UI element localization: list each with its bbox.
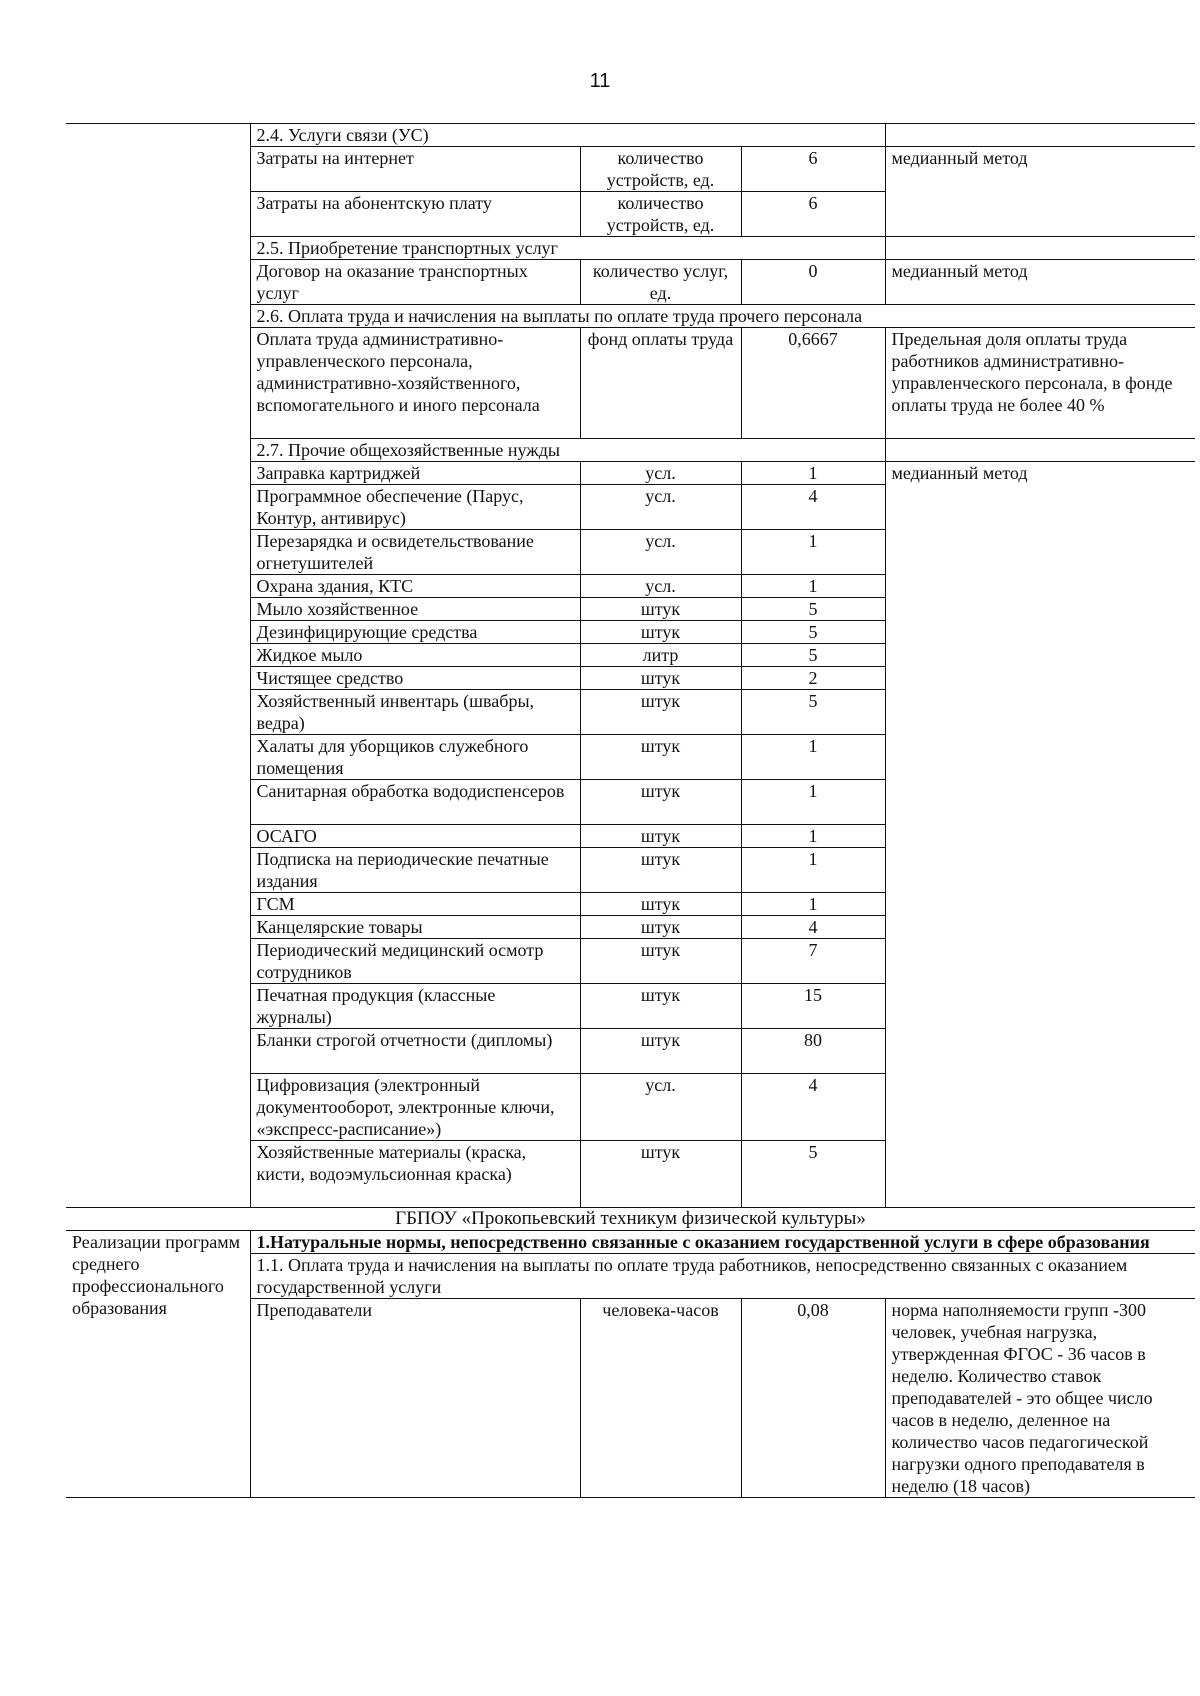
row-value: 1	[741, 780, 885, 825]
row-unit: литр	[580, 644, 741, 667]
row-value: 5	[741, 598, 885, 621]
section-1-row	[66, 1231, 1195, 1254]
row-value: 5	[741, 1141, 885, 1208]
row-name: Подписка на периодические печатные издания	[250, 848, 580, 893]
row-unit: штук	[580, 780, 741, 825]
row-name: Оплата труда административно-управленческого персонала, административно-хозяйственного, вспомогательного и иного персонала	[250, 328, 580, 439]
row-name: Хозяйственный инвентарь (швабры, ведра)	[250, 690, 580, 735]
section-title-end	[885, 124, 1195, 147]
section-title-end	[885, 439, 1195, 462]
row-value: 0,08	[741, 1299, 885, 1498]
row-name: Печатная продукция (классные журналы)	[250, 984, 580, 1029]
row-name: Перезарядка и освидетельствование огнетушителей	[250, 530, 580, 575]
institution-title-row	[66, 1208, 1195, 1231]
row-unit: штук	[580, 598, 741, 621]
row-unit: штук	[580, 735, 741, 780]
row-unit: штук	[580, 939, 741, 984]
row-unit: усл.	[580, 575, 741, 598]
row-name: Договор на оказание транспортных услуг	[250, 260, 580, 305]
row-value: 1	[741, 462, 885, 485]
row-name: ГСМ	[250, 893, 580, 916]
row-value: 6	[741, 147, 885, 192]
row-unit: штук	[580, 984, 741, 1029]
row-unit: штук	[580, 1141, 741, 1208]
row-value: 5	[741, 690, 885, 735]
row-note: медианный метод	[885, 260, 1195, 305]
section-header-2-4	[66, 124, 1195, 147]
row-value: 0,6667	[741, 328, 885, 439]
row-value: 4	[741, 485, 885, 530]
row-value: 4	[741, 1074, 885, 1141]
row-name: Санитарная обработка вододиспенсеров	[250, 780, 580, 825]
row-note: Предельная доля оплаты труда работников административно-управленческого персонала, в фонде оплаты труда не более 40 %	[885, 328, 1195, 439]
row-unit: штук	[580, 916, 741, 939]
row-value: 1	[741, 530, 885, 575]
row-value: 1	[741, 893, 885, 916]
row-name: Мыло хозяйственное	[250, 598, 580, 621]
row-unit: штук	[580, 825, 741, 848]
row-unit: штук	[580, 1029, 741, 1074]
section-title: 2.5. Приобретение транспортных услуг	[250, 237, 885, 260]
row-unit: усл.	[580, 530, 741, 575]
row-value: 6	[741, 192, 885, 237]
row-name: Затраты на абонентскую плату	[250, 192, 580, 237]
left-blank-cell	[66, 124, 250, 1208]
row-value: 5	[741, 644, 885, 667]
row-name: Бланки строгой отчетности (дипломы)	[250, 1029, 580, 1074]
section-title-end	[885, 237, 1195, 260]
row-value: 4	[741, 916, 885, 939]
row-value: 2	[741, 667, 885, 690]
row-unit: усл.	[580, 485, 741, 530]
page-number: 11	[589, 70, 611, 92]
row-note: медианный метод	[885, 147, 1195, 237]
row-unit: человека-часов	[580, 1299, 741, 1498]
row-unit: штук	[580, 690, 741, 735]
row-unit: усл.	[580, 1074, 741, 1141]
row-name: Хозяйственные материалы (краска, кисти, водоэмульсионная краска)	[250, 1141, 580, 1208]
row-unit: количество устройств, ед.	[580, 147, 741, 192]
row-unit: штук	[580, 621, 741, 644]
row-value: 7	[741, 939, 885, 984]
row-value: 1	[741, 825, 885, 848]
row-value: 1	[741, 575, 885, 598]
row-value: 1	[741, 735, 885, 780]
row-value: 0	[741, 260, 885, 305]
row-unit: количество устройств, ед.	[580, 192, 741, 237]
service-name: Реализации программ среднего профессионального образования	[66, 1231, 250, 1498]
row-name: ОСАГО	[250, 825, 580, 848]
institution-title: ГБПОУ «Прокопьевский техникум физической культуры»	[66, 1208, 1195, 1231]
section-title: 2.7. Прочие общехозяйственные нужды	[250, 439, 885, 462]
row-name: Халаты для уборщиков служебного помещения	[250, 735, 580, 780]
row-value: 80	[741, 1029, 885, 1074]
section-title: 2.6. Оплата труда и начисления на выплаты по оплате труда прочего персонала	[250, 305, 1195, 328]
row-unit: усл.	[580, 462, 741, 485]
row-note: норма наполняемости групп -300 человек, учебная нагрузка, утвержденная ФГОС - 36 часов в неделю. Количество ставок преподавателей - это общее число часов в неделю, деленное на количество часов педагогической нагрузки одного преподавателя в неделю (18 часов)	[885, 1299, 1195, 1498]
row-unit: штук	[580, 848, 741, 893]
row-unit: штук	[580, 667, 741, 690]
row-value: 1	[741, 848, 885, 893]
row-name: Жидкое мыло	[250, 644, 580, 667]
section-1-title: 1.Натуральные нормы, непосредственно связанные с оказанием государственной услуги в сфере образования	[250, 1231, 1195, 1254]
row-name: Заправка картриджей	[250, 462, 580, 485]
section-title: 2.4. Услуги связи (УС)	[250, 124, 885, 147]
row-unit: количество услуг, ед.	[580, 260, 741, 305]
row-name: Канцелярские товары	[250, 916, 580, 939]
row-unit: фонд оплаты труда	[580, 328, 741, 439]
row-name: Преподаватели	[250, 1299, 580, 1498]
row-value: 5	[741, 621, 885, 644]
row-name: Периодический медицинский осмотр сотрудников	[250, 939, 580, 984]
row-name: Программное обеспечение (Парус, Контур, антивирус)	[250, 485, 580, 530]
norms-table	[66, 123, 1195, 1498]
row-unit: штук	[580, 893, 741, 916]
row-name: Чистящее средство	[250, 667, 580, 690]
row-name: Затраты на интернет	[250, 147, 580, 192]
section-1-1-title: 1.1. Оплата труда и начисления на выплаты по оплате труда работников, непосредственно связанных с оказанием государственной услуги	[250, 1254, 1195, 1299]
row-name: Дезинфицирующие средства	[250, 621, 580, 644]
row-note: медианный метод	[885, 462, 1195, 1208]
row-name: Цифровизация (электронный документооборот, электронные ключи, «экспресс-расписание»)	[250, 1074, 580, 1141]
row-value: 15	[741, 984, 885, 1029]
row-name: Охрана здания, КТС	[250, 575, 580, 598]
